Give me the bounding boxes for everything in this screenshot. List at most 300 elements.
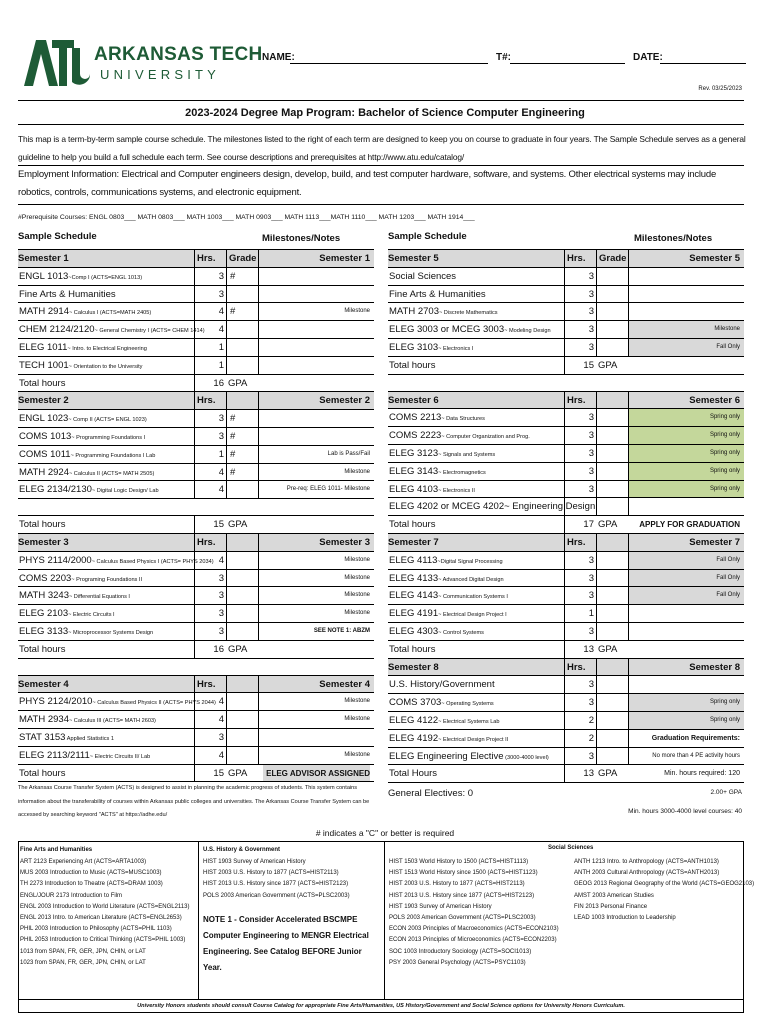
- course-row: [388, 694, 744, 712]
- course-row: [18, 410, 374, 428]
- hrs-header: Hrs.: [197, 536, 216, 548]
- us-history-course: POLS 2003 American Government (ACTS=PLSC2003): [203, 892, 350, 899]
- milestone-note: [629, 303, 744, 320]
- course-row: [388, 570, 744, 588]
- social-science-course: POLS 2003 American Government (ACTS=PLSC2003): [389, 915, 536, 922]
- course-desc: ~ Advanced Digital Design: [438, 576, 504, 583]
- course-desc: ~Digital Signal Processing: [437, 558, 503, 565]
- total-row: [388, 516, 744, 534]
- course-cell: [19, 464, 193, 481]
- course-row: [18, 464, 374, 482]
- course-desc: ~ Modeling Design: [504, 328, 551, 335]
- social-science-course: AMST 2003 American Studies: [574, 892, 654, 899]
- total-label: Total Hours: [389, 768, 438, 780]
- course-row: [18, 623, 374, 641]
- course-row: [18, 481, 374, 499]
- hrs-header: Hrs.: [567, 253, 586, 264]
- social-science-course: ANTH 1213 Intro. to Anthropology (ACTS=ANTH1013): [574, 859, 719, 865]
- course-desc: ~ Electromagnetics: [438, 469, 486, 476]
- date-label: DATE:: [633, 52, 663, 63]
- milestone-note: Milestone: [344, 610, 370, 617]
- course-cell: [19, 747, 193, 764]
- course-hours: 4: [218, 466, 224, 478]
- course-row: [388, 676, 744, 694]
- course-cell: [19, 552, 214, 569]
- course-hours: 3: [218, 288, 224, 300]
- milestone-note: [259, 428, 374, 445]
- course-code: ELEG 3123: [389, 447, 439, 459]
- milestone-note: Graduation Requirements:: [651, 734, 740, 742]
- course-code: ELEG 4113: [389, 554, 438, 566]
- course-desc: ~ Electronics I: [438, 345, 474, 352]
- university-subtitle: UNIVERSITY: [100, 67, 221, 82]
- semester-label-right: Semester 2: [319, 395, 370, 407]
- course-desc: ~ Intro. to Electrical Engineering: [67, 345, 147, 352]
- revision: Rev. 03/25/2023: [698, 86, 742, 92]
- milestone-note: Milestone: [629, 321, 744, 338]
- course-row: [18, 729, 374, 747]
- course-row: [388, 427, 744, 445]
- course-desc: ~ Calculus I (ACTS=MATH 2405): [68, 310, 152, 317]
- divider: [18, 124, 744, 125]
- divider: [18, 100, 744, 101]
- course-row: [388, 303, 744, 321]
- milestone-note: [629, 676, 744, 693]
- course-cell: [389, 481, 563, 498]
- course-code: ELEG 4191: [389, 608, 439, 620]
- course-grade: #: [230, 430, 236, 442]
- general-electives: General Electives: 0: [388, 788, 474, 799]
- course-grade: #: [230, 466, 236, 478]
- course-row: [388, 748, 744, 766]
- course-row: [18, 357, 374, 375]
- course-hours: 4: [218, 714, 224, 726]
- total-row: [388, 765, 744, 783]
- us-history-title: U.S. History & Government: [203, 847, 281, 853]
- course-desc: ~ Calculus III (ACTS= MATH 2603): [68, 718, 156, 725]
- fine-arts-course: ENGL 2013 Intro. to American Literature (ACTS=ENGL2653): [20, 915, 182, 922]
- gpa-label: GPA: [598, 519, 618, 531]
- social-science-course: ECON 2013 Principles of Microeconomics (ACTS=ECON2203): [389, 937, 557, 944]
- course-code: ELEG 4303: [389, 625, 439, 637]
- social-science-course: PSY 2003 General Psychology (ACTS=PSYC1103): [389, 959, 526, 966]
- milestone-note: Milestone: [344, 556, 370, 563]
- semester-label-right: Semester 6: [689, 394, 740, 406]
- hrs-header: Hrs.: [197, 395, 216, 407]
- course-cell: [389, 605, 563, 622]
- gpa-label: GPA: [228, 767, 248, 779]
- milestone-note: Milestone: [344, 751, 370, 758]
- semester-header: [18, 392, 374, 410]
- hrs-header: Hrs.: [567, 394, 586, 406]
- total-hours: 13: [583, 643, 594, 655]
- social-science-course: HIST 1503 World History to 1500 (ACTS=HIST1113): [389, 859, 529, 865]
- milestone-note: Spring only: [629, 712, 744, 729]
- course-desc: ~ Electrical Systems Lab: [438, 718, 500, 725]
- course-hours: 4: [218, 484, 224, 496]
- total-hours: 15: [213, 767, 224, 779]
- total-label: Total hours: [19, 767, 66, 779]
- course-desc: ~ Data Structures: [441, 416, 485, 423]
- course-cell: [389, 498, 596, 515]
- course-hours: 1: [588, 608, 594, 620]
- course-code: STAT 3153: [19, 731, 66, 743]
- course-desc: ~ Programing Foundations II: [71, 576, 143, 583]
- employment-info: Employment Information: Electrical and Computer engineers design, develop, build, and test computer hardware, software, and systems. Other electrical systems may include robotics, controls, communications systems, and electronic equipment.: [18, 169, 717, 198]
- course-cell: [389, 339, 563, 356]
- course-grade: #: [230, 306, 236, 318]
- semester-label: Semester 7: [388, 536, 439, 548]
- course-code: ELEG 2113/2111: [19, 749, 90, 761]
- fine-arts-course: ART 2123 Experiencing Art (ACTS=ARTA1003): [20, 859, 147, 865]
- course-row: [18, 570, 374, 588]
- hrs-header: Hrs.: [567, 536, 586, 548]
- course-desc: ~ General Chemistry I (ACTS= CHEM 1414): [94, 328, 205, 335]
- milestone-note: No more than 4 PE activity hours: [652, 752, 740, 759]
- name-field[interactable]: [290, 63, 488, 64]
- course-desc: ~ Electric Circuits I: [68, 612, 115, 619]
- course-cell: [19, 605, 193, 622]
- semester-label-right: Semester 5: [689, 253, 740, 264]
- course-desc: ~ Communication Systems I: [438, 594, 508, 601]
- semester-label-right: Semester 8: [689, 661, 740, 673]
- semester-label-right: Semester 1: [319, 253, 370, 264]
- course-row: [18, 587, 374, 605]
- course-cell: [389, 321, 563, 338]
- fine-arts-course: PHIL 2003 Introduction to Philosophy (ACTS=PHIL 1103): [20, 926, 172, 933]
- course-hours: 4: [218, 554, 224, 566]
- social-science-course: LEAD 1003 Introduction to Leadership: [574, 915, 676, 922]
- total-label: Total hours: [19, 643, 66, 655]
- tnumber-field[interactable]: [510, 63, 625, 64]
- course-code: MATH 3243: [19, 590, 69, 602]
- milestone-note: [629, 605, 744, 622]
- course-row: [388, 481, 744, 499]
- course-hours: 3: [588, 465, 594, 477]
- course-hours: 3: [588, 572, 594, 584]
- semester-header: [18, 534, 374, 552]
- course-row: [388, 463, 744, 481]
- milestone-note: Spring only: [629, 409, 744, 426]
- milestone-note: [629, 268, 744, 285]
- milestone-note: Pre-req: ELEG 1011- Milestone: [286, 486, 370, 493]
- milestones-heading-right: Milestones/Notes: [634, 233, 713, 244]
- semester-label: Semester 6: [388, 394, 439, 406]
- gpa-requirement: 2.00+ GPA: [710, 789, 742, 796]
- fine-arts-title: Fine Arts and Humanities: [20, 847, 93, 853]
- social-science-course: ANTH 2003 Cultural Anthropology (ACTS=ANTH2013): [574, 870, 720, 877]
- course-cell: [19, 428, 193, 445]
- course-cell: [389, 268, 563, 285]
- course-hours: 3: [588, 625, 594, 637]
- total-hours: 13: [583, 768, 594, 780]
- fine-arts-course: MUS 2003 Introduction to Music (ACTS=MUSC1003): [20, 870, 162, 877]
- course-cell: [389, 694, 563, 711]
- social-science-course: SOC 1003 Introductory Sociology (ACTS=SOCI1013): [389, 948, 532, 955]
- total-row: [18, 375, 374, 393]
- course-desc: ~ Calculus II (ACTS= MATH 2505): [68, 470, 155, 477]
- course-row: [388, 587, 744, 605]
- course-cell: [19, 729, 193, 746]
- course-hours: 3: [588, 430, 594, 442]
- semester-label-right: Semester 4: [319, 678, 370, 690]
- grade-header: Grade: [599, 253, 627, 264]
- total-row: [18, 516, 374, 534]
- total-row: [388, 357, 744, 375]
- fine-arts-course: ENGL 2003 Introduction to World Literature (ACTS=ENGL2113): [20, 903, 190, 910]
- course-hours: 3: [218, 270, 224, 282]
- milestone-note: Milestone: [344, 716, 370, 723]
- course-row: [388, 268, 744, 286]
- course-code: ELEG 2134/2130: [19, 484, 92, 496]
- course-code: ELEG 3133: [19, 625, 69, 637]
- acts-note: The Arkansas Course Transfer System (ACTS) is designed to assist in planning the academic progress of students. This system contains information about the transferability of courses within Arkansas public colleges and universities. The Arkansas Course Transfer System can be accessed by searching keyword "ACTS" at https://adhe.edu/: [18, 785, 370, 818]
- course-row: [18, 303, 374, 321]
- course-hours: 3: [588, 288, 594, 300]
- course-hours: 2: [588, 714, 594, 726]
- course-desc: ~ Discrete Mathematics: [438, 310, 498, 317]
- course-code: CHEM 2124/2120: [19, 324, 95, 336]
- course-code: COMS 1013: [19, 430, 72, 442]
- total-hours: 15: [213, 519, 224, 531]
- course-code: U.S. History/Government: [389, 679, 495, 691]
- milestone-note: Milestone: [344, 468, 370, 475]
- fine-arts-course: 1023 from SPAN, FR, GER, JPN, CHIN, or LAT: [20, 959, 146, 966]
- course-desc: ~ Programming Foundations I Lab: [70, 452, 156, 459]
- course-cell: [389, 676, 563, 693]
- semester-header: [388, 250, 744, 268]
- tnumber-label: T#:: [496, 52, 511, 63]
- gpa-label: GPA: [228, 377, 248, 389]
- course-desc: ~ Operating Systems: [441, 701, 494, 708]
- course-desc: ~ Programming Foundations I: [71, 434, 146, 441]
- milestone-note: Fall Only: [629, 587, 744, 604]
- gpa-label: GPA: [598, 359, 618, 371]
- course-code: COMS 2203: [19, 572, 72, 584]
- course-cell: [19, 481, 193, 498]
- course-hours: 3: [588, 554, 594, 566]
- course-code: PHYS 2124/2010: [19, 696, 93, 708]
- note-1: NOTE 1 - Consider Accelerated BSCMPE Computer Engineering to MENGR Electrical Engineering. See Catalog BEFORE Junior Year.: [203, 915, 369, 972]
- course-row: [388, 445, 744, 463]
- course-cell: [389, 445, 563, 462]
- fine-arts-course: PHIL 2053 Introduction to Critical Thinking (ACTS=PHIL 1003): [20, 937, 186, 944]
- milestones-heading: Milestones/Notes: [262, 233, 341, 244]
- milestone-note: Milestone: [344, 698, 370, 705]
- atu-logo-mark: [24, 38, 90, 88]
- course-row: [388, 605, 744, 623]
- total-row: [18, 765, 374, 783]
- course-cell: [19, 570, 193, 587]
- milestone-note: Milestone: [344, 308, 370, 315]
- course-hours: 3: [588, 341, 594, 353]
- course-code: TECH 1001: [19, 359, 69, 371]
- course-cell: [19, 693, 216, 710]
- milestone-note: [259, 321, 374, 338]
- semester-label-right: Semester 3: [319, 536, 370, 548]
- course-cell: [389, 712, 563, 729]
- semester-header: [18, 250, 374, 268]
- course-hours: 3: [588, 412, 594, 424]
- course-hours: 3: [588, 483, 594, 495]
- divider: [18, 204, 744, 205]
- grade-header: Grade: [229, 253, 257, 264]
- us-history-course: HIST 1903 Survey of American History: [203, 859, 306, 865]
- total-label: Total hours: [389, 519, 436, 531]
- semester-header: [388, 659, 744, 677]
- course-code: Fine Arts & Humanities: [389, 288, 486, 300]
- total-extra: ELEG ADVISOR ASSIGNED: [263, 765, 370, 782]
- atu-logo: [24, 38, 263, 90]
- milestone-note: Spring only: [629, 694, 744, 711]
- course-cell: [389, 730, 563, 747]
- total-extra: APPLY FOR GRADUATION: [639, 520, 740, 530]
- course-row: [388, 409, 744, 427]
- prereq-courses: #Prerequisite Courses: ENGL 0803___ MATH 0803___ MATH 1003___ MATH 0903___ MATH 1113___MATH 1110___ MATH 1203___ MATH 1914___: [18, 214, 475, 221]
- course-cell: [19, 357, 193, 374]
- course-desc: ~Comp I (ACTS=ENGL 1013): [68, 274, 143, 281]
- course-row: [388, 623, 744, 641]
- course-cell: [389, 552, 563, 569]
- milestone-note: [259, 286, 374, 303]
- semester-label: Semester 2: [18, 395, 69, 407]
- course-desc: ~ Signals and Systems: [438, 451, 496, 458]
- milestone-note: Spring only: [629, 427, 744, 444]
- milestone-note: [629, 623, 744, 640]
- social-sciences-title: Social Sciences: [548, 845, 594, 851]
- milestone-note: [259, 339, 374, 356]
- course-desc: ~ Orientation to the University: [68, 363, 143, 370]
- course-cell: [19, 268, 193, 285]
- course-hours: 3: [588, 590, 594, 602]
- course-row: [18, 268, 374, 286]
- semester-header: [388, 534, 744, 552]
- milestone-note: Spring only: [629, 481, 744, 498]
- course-grade: #: [230, 448, 236, 460]
- course-cell: [19, 623, 193, 640]
- course-hours: 3: [218, 625, 224, 637]
- university-name: ARKANSAS TECH: [94, 44, 263, 65]
- course-desc: ~ Electronics II: [438, 487, 475, 494]
- total-label: Total hours: [19, 519, 66, 531]
- course-hours: 3: [588, 679, 594, 691]
- course-desc: ~ Engineering Design: [504, 501, 596, 513]
- milestone-note: Fall Only: [629, 339, 744, 356]
- milestone-note: Fall Only: [629, 552, 744, 569]
- fine-arts-course: ENGL/JOUR 2173 Introduction to Film: [20, 892, 123, 899]
- course-cell: [19, 321, 205, 338]
- milestone-note: Spring only: [629, 463, 744, 480]
- hrs-header: Hrs.: [567, 661, 586, 673]
- course-desc: ~ Differential Equations I: [68, 594, 130, 601]
- course-cell: [19, 286, 193, 303]
- social-science-course: FIN 2013 Personal Finance: [574, 903, 648, 910]
- course-code: COMS 1011: [19, 448, 71, 460]
- course-cell: [389, 409, 563, 426]
- social-science-course: HIST 1513 World History since 1500 (ACTS=HIST1123): [389, 870, 538, 877]
- course-row: [388, 498, 744, 516]
- course-row: [18, 747, 374, 765]
- course-code: ELEG 4192: [389, 732, 439, 744]
- page-title: 2023-2024 Degree Map Program: Bachelor of Science Computer Engineering: [185, 107, 585, 119]
- total-label: Total hours: [19, 377, 66, 389]
- sample-schedule-heading: Sample Schedule: [18, 231, 97, 242]
- fine-arts-course: 1013 from SPAN, FR, GER, JPN, CHIN, or LAT: [20, 948, 146, 955]
- total-label: Total hours: [389, 359, 436, 371]
- gpa-label: GPA: [228, 643, 248, 655]
- date-field[interactable]: [660, 63, 746, 64]
- course-hours: 3: [218, 590, 224, 602]
- course-code: COMS 2223: [389, 430, 442, 442]
- course-code: MATH 2934: [19, 714, 69, 726]
- course-hours: 3: [218, 608, 224, 620]
- semester-label: Semester 1: [18, 253, 69, 264]
- course-code: ENGL 1023: [19, 413, 69, 425]
- course-cell: [19, 711, 193, 728]
- course-row: [388, 712, 744, 730]
- course-hours: 4: [218, 749, 224, 761]
- course-code: MATH 2914: [19, 306, 69, 318]
- milestone-note: Milestone: [344, 592, 370, 599]
- course-code: MATH 2924: [19, 466, 69, 478]
- milestone-note: Spring only: [629, 445, 744, 462]
- course-hours: 1: [218, 359, 224, 371]
- course-code: Social Sciences: [389, 270, 457, 282]
- social-science-course: GEOG 2013 Regional Geography of the World (ACTS=GEOG2103): [574, 881, 755, 888]
- course-hours: 3: [218, 413, 224, 425]
- course-code: COMS 3703: [389, 697, 442, 709]
- milestone-note: [259, 410, 374, 427]
- milestone-note: [259, 268, 374, 285]
- milestone-note: [629, 286, 744, 303]
- honors-note: University Honors students should consult Course Catalog for appropriate Fine Arts/Humanities, US History/Government and Social Science options for University Honors Curriculum.: [137, 1003, 625, 1009]
- course-code: ELEG Engineering Elective: [389, 750, 504, 762]
- course-row: [18, 428, 374, 446]
- course-row: [18, 286, 374, 304]
- course-hours: [564, 498, 594, 515]
- gpa-label: GPA: [598, 768, 618, 780]
- gpa-label: GPA: [598, 643, 618, 655]
- course-row: [388, 321, 744, 339]
- course-row: [18, 552, 374, 570]
- gpa-label: GPA: [228, 519, 248, 531]
- us-history-list: [203, 857, 350, 902]
- milestone-note: [259, 729, 374, 746]
- course-code: ELEG 4143: [389, 590, 439, 602]
- fine-arts-list: [20, 857, 189, 969]
- hrs-header: Hrs.: [197, 678, 216, 690]
- course-desc: Applied Statistics 1: [65, 735, 114, 742]
- course-code: ELEG 4202 or MCEG 4202: [389, 501, 505, 513]
- total-hours: 16: [213, 643, 224, 655]
- course-hours: 3: [218, 430, 224, 442]
- course-hours: 3: [588, 447, 594, 459]
- course-hours: 4: [218, 324, 224, 336]
- right-schedule-table: [388, 249, 744, 783]
- milestone-note: Milestone: [344, 574, 370, 581]
- course-row: [388, 552, 744, 570]
- course-code: ENGL 1013: [19, 270, 69, 282]
- course-cell: [389, 463, 563, 480]
- course-code: ELEG 3103: [389, 341, 439, 353]
- course-code: ELEG 4122: [389, 714, 439, 726]
- course-desc: (3000-4000 level): [503, 754, 549, 761]
- course-row: [18, 711, 374, 729]
- semester-label: Semester 8: [388, 661, 439, 673]
- course-desc: ~ Digital Logic Design/ Lab: [91, 488, 159, 495]
- total-row: [18, 641, 374, 659]
- course-hours: 3: [218, 572, 224, 584]
